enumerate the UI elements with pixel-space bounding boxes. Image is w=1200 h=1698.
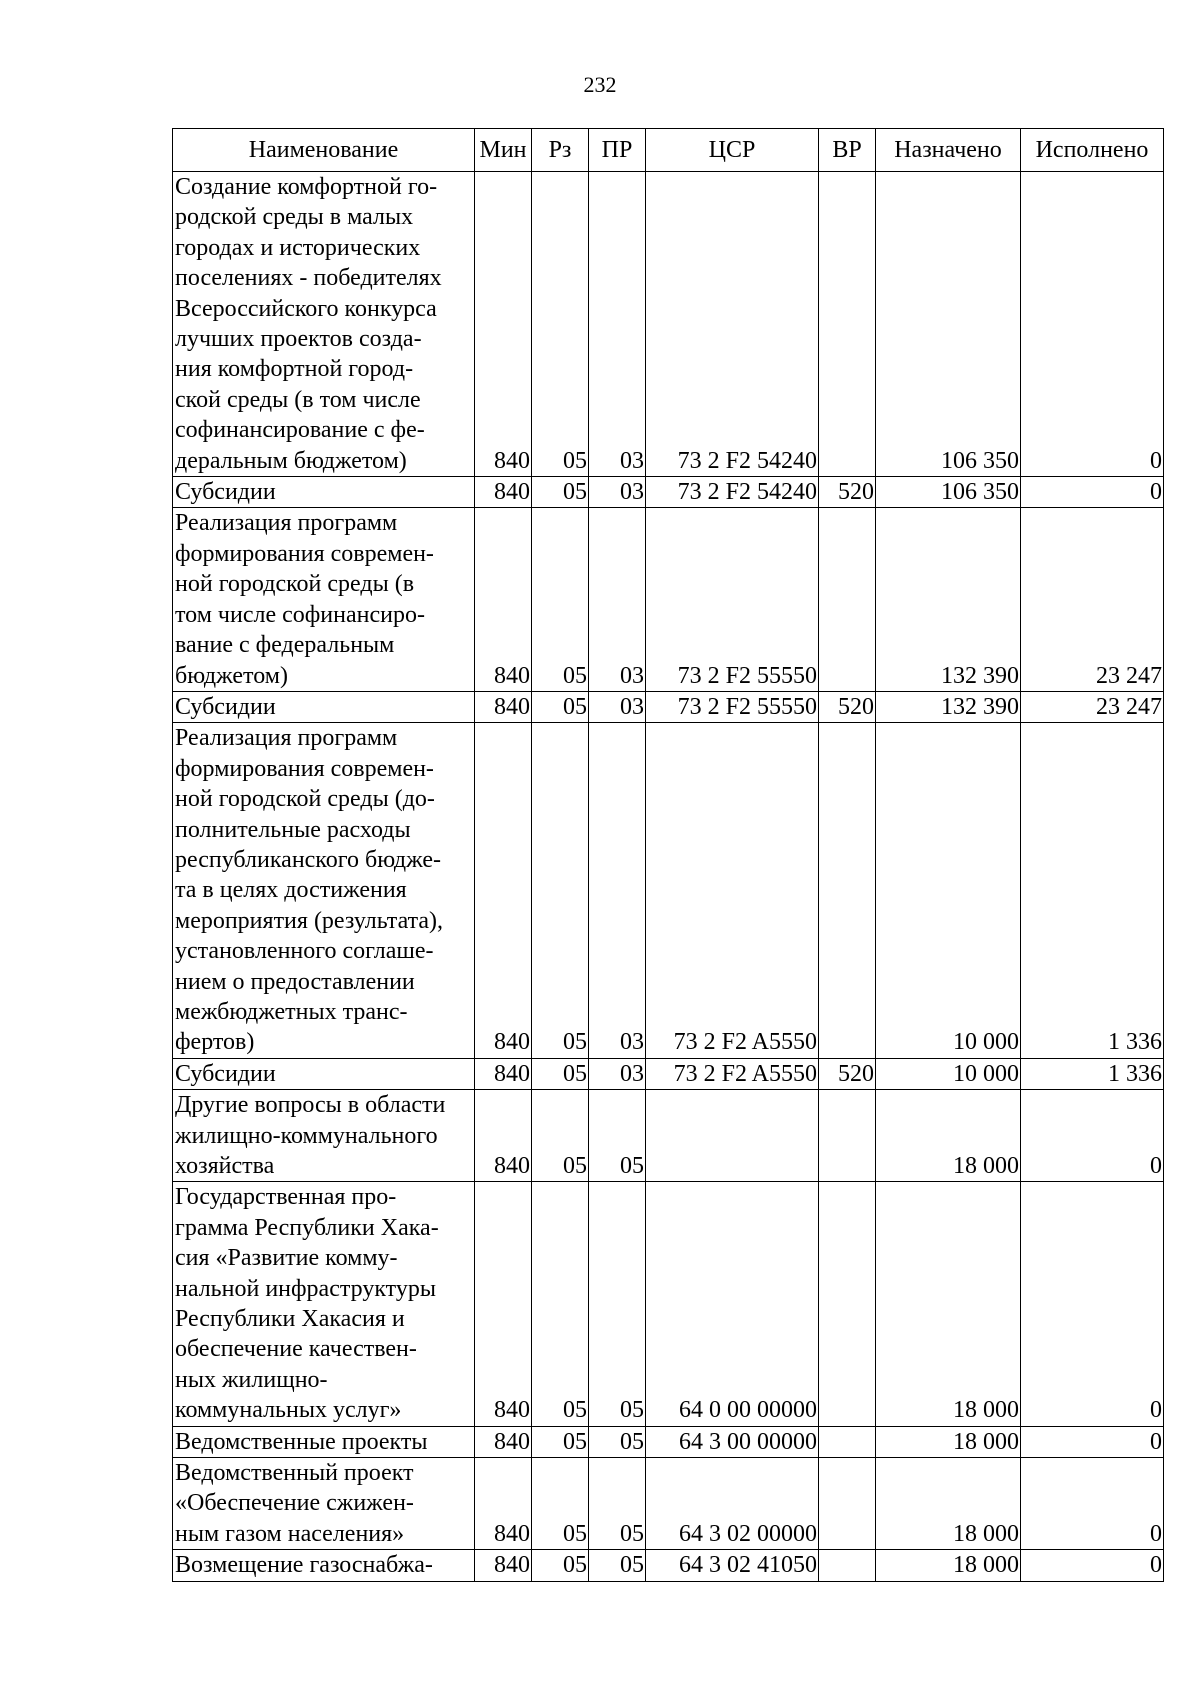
- cell-executed: 0: [1021, 477, 1164, 508]
- table-row: [173, 508, 1164, 691]
- cell-vr: [819, 1182, 876, 1426]
- cell-name: Субсидии: [173, 1058, 475, 1089]
- cell-vr: 520: [819, 477, 876, 508]
- cell-csr: 64 3 02 00000: [646, 1458, 819, 1550]
- cell-rz: 05: [532, 1458, 589, 1550]
- column-header-assigned: Назначено: [876, 129, 1021, 172]
- page-number: 232: [583, 72, 617, 97]
- cell-min: 840: [475, 1058, 532, 1089]
- table-row: [173, 1550, 1164, 1581]
- cell-rz: 05: [532, 723, 589, 1058]
- cell-executed: 0: [1021, 1426, 1164, 1457]
- cell-assigned: 10 000: [876, 723, 1021, 1058]
- cell-pr: 05: [589, 1182, 646, 1426]
- cell-assigned: 132 390: [876, 691, 1021, 722]
- cell-rz: 05: [532, 1058, 589, 1089]
- cell-assigned: 18 000: [876, 1090, 1021, 1182]
- table-row: [173, 1058, 1164, 1089]
- cell-assigned: 18 000: [876, 1182, 1021, 1426]
- cell-min: 840: [475, 691, 532, 722]
- cell-name: Создание комфортной го- родской среды в малых городах и исторических поселениях - победителях Всероссийского конкурса лучших проектов созда- ния комфортной город- ской среды (в том числе софинансирование с фе- деральным бюджетом): [173, 172, 475, 477]
- column-header-executed: Исполнено: [1021, 129, 1164, 172]
- cell-pr: 03: [589, 172, 646, 477]
- cell-csr: 73 2 F2 A5550: [646, 723, 819, 1058]
- cell-csr: 73 2 F2 55550: [646, 508, 819, 691]
- cell-vr: [819, 172, 876, 477]
- cell-vr: [819, 1550, 876, 1581]
- cell-name: Реализация программ формирования современ- ной городской среды (в том числе софинансиро- вание с федеральным бюджетом): [173, 508, 475, 691]
- cell-min: 840: [475, 1458, 532, 1550]
- cell-rz: 05: [532, 1182, 589, 1426]
- cell-pr: 05: [589, 1090, 646, 1182]
- cell-rz: 05: [532, 172, 589, 477]
- cell-assigned: 18 000: [876, 1550, 1021, 1581]
- cell-assigned: 106 350: [876, 172, 1021, 477]
- cell-pr: 03: [589, 508, 646, 691]
- cell-executed: 0: [1021, 1550, 1164, 1581]
- cell-vr: [819, 723, 876, 1058]
- cell-min: 840: [475, 1426, 532, 1457]
- cell-pr: 03: [589, 477, 646, 508]
- table-row: [173, 1182, 1164, 1426]
- cell-vr: [819, 1090, 876, 1182]
- cell-vr: [819, 1458, 876, 1550]
- table-row: [173, 1090, 1164, 1182]
- cell-csr: [646, 1090, 819, 1182]
- cell-rz: 05: [532, 1426, 589, 1457]
- cell-csr: 64 3 00 00000: [646, 1426, 819, 1457]
- cell-csr: 73 2 F2 54240: [646, 172, 819, 477]
- column-header-pr: ПР: [589, 129, 646, 172]
- cell-pr: 05: [589, 1550, 646, 1581]
- cell-rz: 05: [532, 691, 589, 722]
- table-header-row: [173, 129, 1164, 172]
- column-header-min: Мин: [475, 129, 532, 172]
- cell-name: Другие вопросы в области жилищно-коммунального хозяйства: [173, 1090, 475, 1182]
- cell-vr: [819, 508, 876, 691]
- cell-min: 840: [475, 723, 532, 1058]
- cell-executed: 0: [1021, 1090, 1164, 1182]
- cell-rz: 05: [532, 508, 589, 691]
- cell-min: 840: [475, 477, 532, 508]
- column-header-name: Наименование: [173, 129, 475, 172]
- cell-rz: 05: [532, 1550, 589, 1581]
- cell-csr: 73 2 F2 54240: [646, 477, 819, 508]
- cell-name: Ведомственный проект «Обеспечение сжижен- ным газом населения»: [173, 1458, 475, 1550]
- cell-pr: 05: [589, 1458, 646, 1550]
- cell-assigned: 10 000: [876, 1058, 1021, 1089]
- cell-csr: 73 2 F2 A5550: [646, 1058, 819, 1089]
- cell-rz: 05: [532, 1090, 589, 1182]
- cell-pr: 05: [589, 1426, 646, 1457]
- cell-name: Субсидии: [173, 477, 475, 508]
- cell-name: Возмещение газоснабжа-: [173, 1550, 475, 1581]
- cell-executed: 1 336: [1021, 1058, 1164, 1089]
- cell-min: 840: [475, 1550, 532, 1581]
- cell-executed: 0: [1021, 172, 1164, 477]
- cell-csr: 64 0 00 00000: [646, 1182, 819, 1426]
- cell-assigned: 18 000: [876, 1458, 1021, 1550]
- cell-min: 840: [475, 508, 532, 691]
- cell-name: Государственная про- грамма Республики Хака- сия «Развитие комму- нальной инфраструктуры Республики Хакасия и обеспечение качествен- ных жилищно- коммунальных услуг»: [173, 1182, 475, 1426]
- cell-csr: 73 2 F2 55550: [646, 691, 819, 722]
- cell-csr: 64 3 02 41050: [646, 1550, 819, 1581]
- column-header-vr: ВР: [819, 129, 876, 172]
- cell-executed: 0: [1021, 1182, 1164, 1426]
- column-header-rz: Рз: [532, 129, 589, 172]
- table-row: [173, 477, 1164, 508]
- cell-min: 840: [475, 172, 532, 477]
- cell-pr: 03: [589, 1058, 646, 1089]
- table-row: [173, 172, 1164, 477]
- cell-assigned: 132 390: [876, 508, 1021, 691]
- cell-executed: 23 247: [1021, 508, 1164, 691]
- cell-name: Субсидии: [173, 691, 475, 722]
- cell-assigned: 18 000: [876, 1426, 1021, 1457]
- cell-min: 840: [475, 1182, 532, 1426]
- cell-pr: 03: [589, 723, 646, 1058]
- cell-min: 840: [475, 1090, 532, 1182]
- table-row: [173, 1458, 1164, 1550]
- cell-vr: 520: [819, 691, 876, 722]
- budget-table: [172, 128, 1164, 1582]
- table-row: [173, 1426, 1164, 1457]
- cell-name: Реализация программ формирования современ- ной городской среды (до- полнительные расходы республиканского бюдже- та в целях достижения мероприятия (результата), установленного соглаше- нием о предоставлении межбюджетных транс- фертов): [173, 723, 475, 1058]
- cell-executed: 0: [1021, 1458, 1164, 1550]
- table-body: [173, 172, 1164, 1582]
- table-row: [173, 723, 1164, 1058]
- cell-executed: 23 247: [1021, 691, 1164, 722]
- table-row: [173, 691, 1164, 722]
- column-header-csr: ЦСР: [646, 129, 819, 172]
- cell-rz: 05: [532, 477, 589, 508]
- cell-executed: 1 336: [1021, 723, 1164, 1058]
- cell-vr: [819, 1426, 876, 1457]
- cell-vr: 520: [819, 1058, 876, 1089]
- cell-name: Ведомственные проекты: [173, 1426, 475, 1457]
- cell-assigned: 106 350: [876, 477, 1021, 508]
- cell-pr: 03: [589, 691, 646, 722]
